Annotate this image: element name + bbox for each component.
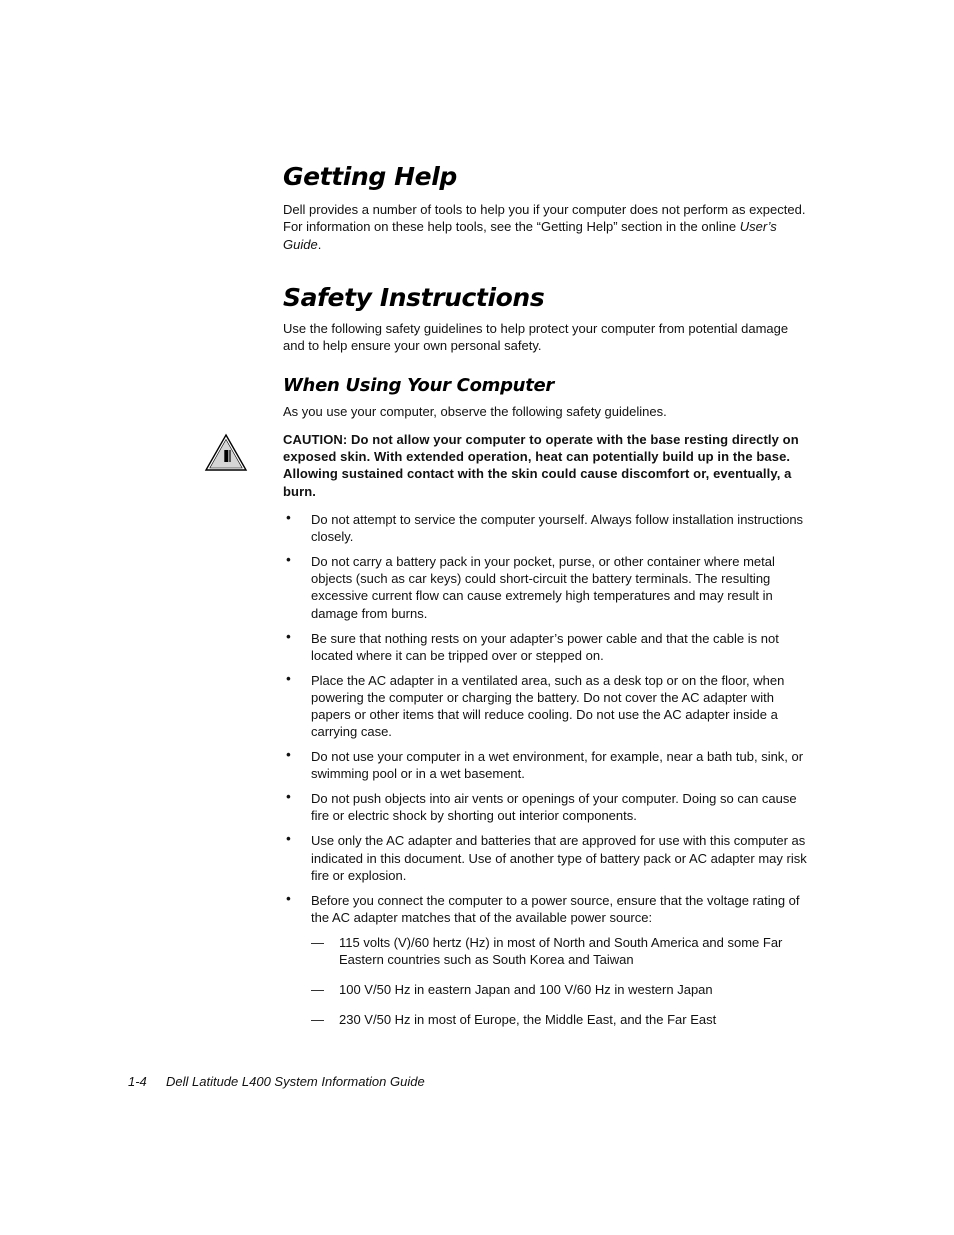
footer-page-number: 1-4 (128, 1074, 147, 1089)
footer-guide-title: Dell Latitude L400 System Information Guide (166, 1074, 425, 1089)
list-item (283, 892, 813, 1028)
safety-intro-paragraph: Use the following safety guidelines to help protect your computer from potential damage and to help ensure your own personal safety. (283, 320, 789, 354)
list-item (283, 553, 813, 622)
list-item-text: Before you connect the computer to a power source, ensure that the voltage rating of the AC adapter matches that of the available power source: (311, 892, 800, 925)
list-item-text: Do not push objects into air vents or openings of your computer. Doing so can cause fire or electric shock by shorting out interior components. (311, 791, 797, 824)
voltage-item-text: 100 V/50 Hz in eastern Japan and 100 V/60 Hz in western Japan (339, 982, 713, 998)
bullet-mark: • (286, 628, 291, 644)
list-item-text: Do not carry a battery pack in your pocket, purse, or other container where metal objects (such as car keys) could short-circuit the battery terminals. The resulting excessive current flow can cause extremely high temperatures and may result in damage from burns. (311, 554, 775, 621)
caution-triangle-icon (204, 433, 248, 473)
getting-help-text-end: . (317, 236, 322, 252)
caution-text: CAUTION: Do not allow your computer to operate with the base resting directly on exposed skin. With extended operation, heat can potentially build up in the base. Allowing sustained contact with the skin could cause discomfort or, eventually, a burn. (283, 431, 799, 499)
list-item (283, 630, 813, 664)
list-item (283, 832, 813, 884)
list-item-text: Be sure that nothing rests on your adapter’s power cable and that the cable is not located where it can be tripped over or stepped on. (311, 630, 779, 663)
list-item-text: Do not attempt to service the computer yourself. Always follow installation instructions closely. (311, 511, 804, 545)
getting-help-text: Dell provides a number of tools to help you if your computer does not perform as expected. For information on these help tools, see the “Getting Help” section in the online (283, 202, 806, 235)
when-using-intro: As you use your computer, observe the following safety guidelines. (283, 404, 667, 420)
voltage-item-text: 230 V/50 Hz in most of Europe, the Middle East, and the Far East (339, 1011, 717, 1027)
list-item (283, 748, 813, 782)
list-item (283, 511, 813, 545)
list-item (283, 790, 813, 824)
voltage-item-text: 115 volts (V)/60 hertz (Hz) in most of North and South America and some Far Eastern countries such as South Korea and Taiwan (339, 935, 783, 968)
voltage-list (311, 934, 813, 1028)
content-column (283, 158, 813, 1041)
list-item (283, 672, 813, 741)
dash-mark: — (311, 982, 324, 998)
when-using-heading: When Using Your Computer (283, 375, 554, 397)
bullet-mark: • (286, 831, 291, 847)
caution-notice (283, 431, 813, 500)
bullet-mark: • (286, 509, 291, 525)
bullet-mark: • (286, 747, 291, 763)
voltage-item (311, 981, 813, 998)
safety-instructions-heading: Safety Instructions (283, 282, 545, 312)
getting-help-heading: Getting Help (283, 162, 457, 191)
voltage-item (311, 934, 813, 968)
bullet-mark: • (286, 890, 291, 906)
users-guide-title: User’s Guide (283, 219, 777, 252)
voltage-item (311, 1011, 813, 1028)
safety-guidelines-list (283, 511, 813, 1028)
bullet-mark: • (286, 789, 291, 805)
page-footer (128, 1073, 425, 1091)
bullet-mark: • (286, 552, 291, 568)
getting-help-paragraph (283, 201, 813, 253)
dash-mark: — (311, 1011, 324, 1027)
dash-mark: — (311, 935, 324, 951)
bullet-mark: • (286, 670, 291, 686)
list-item-text: Place the AC adapter in a ventilated area, such as a desk top or on the floor, when powering the computer or charging the battery. Do not cover the AC adapter with papers or other items that will reduce cooling. Do not use the AC adapter inside a carrying case. (311, 672, 785, 740)
list-item-text: Use only the AC adapter and batteries that are approved for use with this computer as indicated in this document. Use of another type of battery pack or AC adapter may risk fire or explosion. (311, 833, 807, 883)
list-item-text: Do not use your computer in a wet environment, for example, near a bath tub, sink, or swimming pool or in a wet basement. (311, 749, 804, 782)
